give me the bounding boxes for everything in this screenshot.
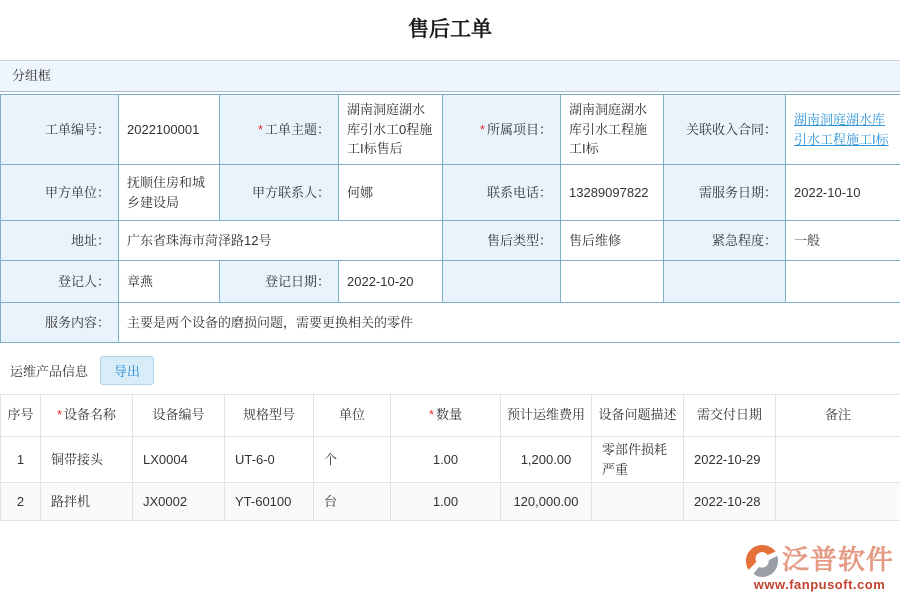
brand-watermark	[745, 544, 894, 592]
field-label: 登记人：	[1, 261, 119, 303]
products-section-label: 运维产品信息	[10, 364, 89, 379]
table-cell: 零部件损耗严重	[592, 437, 684, 483]
column-header: 规格型号	[225, 395, 314, 437]
table-cell: 1	[1, 437, 41, 483]
field-value: 2022-10-20	[339, 261, 443, 303]
table-cell	[776, 437, 900, 483]
products-table-body	[1, 437, 900, 521]
field-label: 工单编号：	[1, 95, 119, 165]
workorder-form-body	[1, 95, 900, 343]
form-row	[1, 165, 900, 221]
field-value	[786, 95, 900, 165]
groupbox-header	[0, 60, 900, 92]
field-value	[786, 261, 900, 303]
table-cell: LX0004	[133, 437, 225, 483]
field-label: 联系电话：	[443, 165, 561, 221]
required-asterisk: *	[479, 121, 485, 137]
field-value	[561, 261, 664, 303]
field-label: 需服务日期：	[664, 165, 786, 221]
field-label	[443, 261, 561, 303]
workorder-form-table	[0, 94, 900, 343]
column-header: * 数量	[391, 395, 501, 437]
form-row	[1, 95, 900, 165]
field-value: 2022-10-10	[786, 165, 900, 221]
table-cell: YT-60100	[225, 483, 314, 521]
products-table	[0, 394, 900, 521]
field-value: 抚顺住房和城乡建设局	[119, 165, 220, 221]
table-cell: 2022-10-29	[684, 437, 776, 483]
form-row	[1, 261, 900, 303]
table-cell: 个	[314, 437, 391, 483]
form-row	[1, 221, 900, 261]
field-value: 主要是两个设备的磨损问题，需要更换相关的零件	[119, 303, 900, 343]
table-cell	[776, 483, 900, 521]
table-cell: UT-6-0	[225, 437, 314, 483]
column-header: 序号	[1, 395, 41, 437]
related-income-contract-link[interactable]: 湖南洞庭湖水库引水工程施工I标	[794, 112, 889, 147]
export-button[interactable]: 导出	[100, 356, 154, 385]
column-header: 预计运维费用	[501, 395, 592, 437]
field-label: 地址：	[1, 221, 119, 261]
field-value: 广东省珠海市菏泽路12号	[119, 221, 443, 261]
table-cell: 铜带接头	[41, 437, 133, 483]
products-header-row	[1, 395, 900, 437]
required-asterisk: *	[428, 407, 435, 423]
field-value: 一般	[786, 221, 900, 261]
table-cell	[592, 483, 684, 521]
column-header: * 设备名称	[41, 395, 133, 437]
field-label: 登记日期：	[220, 261, 339, 303]
table-cell: 120,000.00	[501, 483, 592, 521]
table-cell: 1.00	[391, 437, 501, 483]
field-value: 何娜	[339, 165, 443, 221]
product-row	[1, 483, 900, 521]
field-value: 湖南洞庭湖水库引水工0程施工I标售后	[339, 95, 443, 165]
table-cell: 路拌机	[41, 483, 133, 521]
column-header: 设备编号	[133, 395, 225, 437]
field-value: 13289097822	[561, 165, 664, 221]
field-label: 售后类型：	[443, 221, 561, 261]
field-label: 甲方单位：	[1, 165, 119, 221]
table-cell: JX0002	[133, 483, 225, 521]
field-label: 服务内容：	[1, 303, 119, 343]
field-value: 湖南洞庭湖水库引水工程施工I标	[561, 95, 664, 165]
field-label: 关联收入合同：	[664, 95, 786, 165]
brand-name: 泛普软件	[782, 545, 894, 576]
field-label: * 工单主题：	[220, 95, 339, 165]
table-cell: 2	[1, 483, 41, 521]
table-cell: 1,200.00	[501, 437, 592, 483]
page-title: 售后工单	[408, 18, 492, 41]
products-section-header	[0, 343, 900, 394]
column-header: 备注	[776, 395, 900, 437]
table-cell: 台	[314, 483, 391, 521]
required-asterisk: *	[56, 407, 63, 423]
field-value: 售后维修	[561, 221, 664, 261]
field-label: * 所属项目：	[443, 95, 561, 165]
field-label: 紧急程度：	[664, 221, 786, 261]
brand-url: www.fanpusoft.com	[753, 577, 886, 592]
column-header: 需交付日期	[684, 395, 776, 437]
table-cell: 2022-10-28	[684, 483, 776, 521]
product-row	[1, 437, 900, 483]
required-asterisk: *	[257, 121, 263, 137]
fanpu-logo-icon	[745, 544, 779, 578]
field-label: 甲方联系人：	[220, 165, 339, 221]
field-value: 2022100001	[119, 95, 220, 165]
groupbox-label: 分组框	[12, 68, 52, 83]
column-header: 单位	[314, 395, 391, 437]
form-row	[1, 303, 900, 343]
table-cell: 1.00	[391, 483, 501, 521]
field-label	[664, 261, 786, 303]
field-value: 章燕	[119, 261, 220, 303]
column-header: 设备问题描述	[592, 395, 684, 437]
